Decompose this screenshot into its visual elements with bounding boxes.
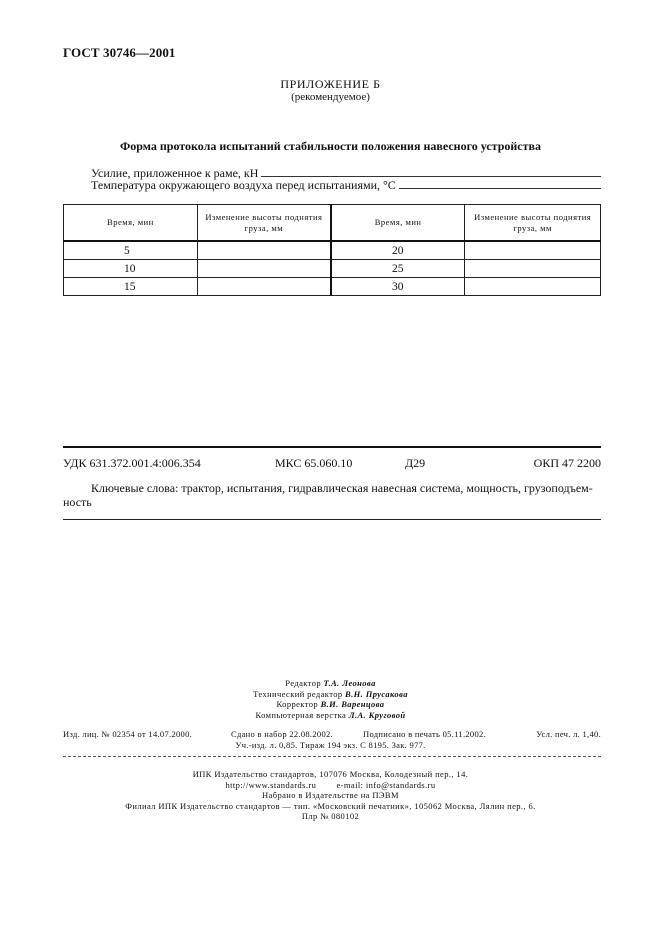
standard-number: ГОСТ 30746—2001	[63, 45, 176, 60]
publisher-branch: Филиал ИПК Издательство стандартов — тип. «Московский печатник», 105062 Москва, Лялин пер., 6.	[125, 800, 536, 811]
table-cell-empty	[465, 260, 601, 278]
udc-code: УДК 631.372.001.4:006.354	[63, 456, 201, 470]
temperature-field	[91, 178, 601, 193]
temperature-field-blank	[399, 178, 601, 189]
credits-block	[0, 678, 661, 720]
appendix-title: ПРИЛОЖЕНИЕ Б	[280, 77, 381, 91]
table-cell-time: 15	[64, 278, 198, 296]
mks-code: МКС 65.060.10	[275, 456, 353, 470]
table-cell-time: 20	[331, 241, 465, 260]
table-cell-time: 10	[64, 260, 198, 278]
table-cell-empty	[197, 260, 331, 278]
form-title: Форма протокола испытаний стабильности положения навесного устройства	[119, 139, 542, 153]
imprint-divider	[63, 756, 601, 757]
keywords-line-2: ность	[63, 495, 92, 509]
force-field-label: Усилие, приложенное к раме, кН	[91, 166, 259, 180]
table-cell-empty	[197, 278, 331, 296]
credit-layout: Компьютерная верстка Л.А. Круговой	[255, 709, 406, 720]
column-header-time: Время, мин	[64, 205, 198, 242]
imprint-submitted: Сдано в набор 22.08.2002.	[231, 729, 333, 739]
table-cell-time: 25	[331, 260, 465, 278]
table-cell-empty	[465, 241, 601, 260]
publisher-email: e-mail: info@standards.ru	[336, 779, 436, 790]
table-row	[64, 241, 601, 260]
keywords-line-1: Ключевые слова: трактор, испытания, гидравлическая навесная система, мощность, грузоподъем-	[91, 481, 593, 495]
column-header-time: Время, мин	[331, 205, 465, 242]
d-code: Д29	[405, 456, 426, 470]
table-cell-empty	[465, 278, 601, 296]
force-field-blank	[261, 166, 601, 177]
okp-code: ОКП 47 2200	[533, 456, 601, 470]
column-header-height-change: Изменение высоты поднятия груза, мм	[197, 205, 331, 242]
appendix-subtitle: (рекомендуемое)	[291, 91, 370, 103]
publisher-block	[0, 769, 661, 822]
publisher-contacts	[0, 780, 661, 791]
publisher-plr: Плр № 080102	[301, 811, 360, 821]
imprint-sheets: Усл. печ. л. 1,40.	[536, 729, 601, 739]
table-cell-time: 30	[331, 278, 465, 296]
table-cell-empty	[197, 241, 331, 260]
section-divider	[63, 446, 601, 448]
test-protocol-table	[63, 204, 601, 296]
keywords-divider	[63, 519, 601, 520]
publisher-web: http://www.standards.ru	[225, 779, 317, 790]
column-header-height-change: Изменение высоты поднятия груза, мм	[465, 205, 601, 242]
imprint-license: Изд. лиц. № 02354 от 14.07.2000.	[63, 729, 193, 739]
table-row	[64, 260, 601, 278]
credit-corrector: Корректор В.И. Варенцова	[276, 699, 385, 709]
imprint-signed: Подписано в печать 05.11.2002.	[363, 729, 486, 739]
table-row	[64, 278, 601, 296]
credit-editor: Редактор Т.А. Леонова	[285, 678, 376, 688]
table-cell-time: 5	[64, 241, 198, 260]
temperature-field-label: Температура окружающего воздуха перед испытаниями, °С	[91, 178, 396, 192]
credit-tech-editor: Технический редактор В.Н. Прусакова	[253, 688, 408, 699]
publisher-address: ИПК Издательство стандартов, 107076 Москва, Колодезный пер., 14.	[192, 769, 469, 779]
publisher-typeset: Набрано в Издательстве на ПЭВМ	[262, 790, 399, 800]
table-header-row	[64, 205, 601, 242]
imprint-line-2: Уч.-изд. л. 0,85. Тираж 194 экз. С 8195. Зак. 977.	[235, 740, 426, 750]
